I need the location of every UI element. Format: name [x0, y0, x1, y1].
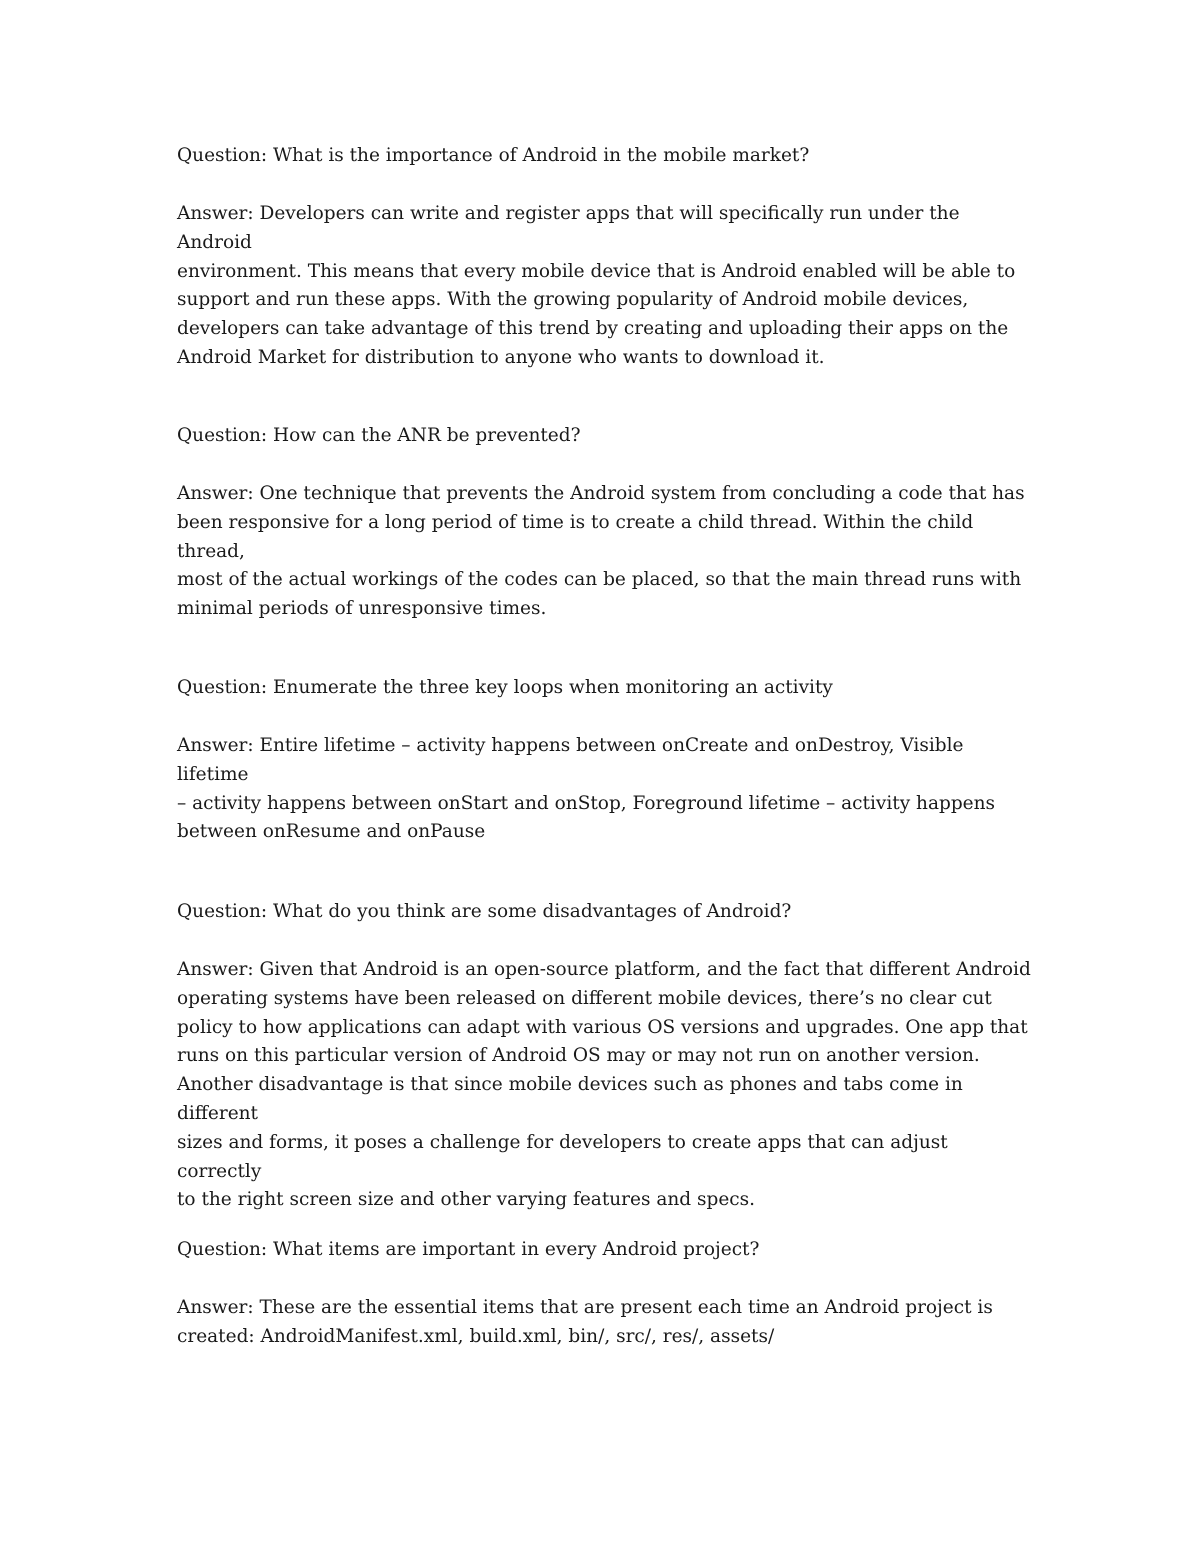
- question-3: Question: Enumerate the three key loops when monitoring an activity: [177, 677, 833, 698]
- question-5: Question: What items are important in every Android project?: [177, 1239, 760, 1260]
- question-1: Question: What is the importance of Android in the mobile market?: [177, 145, 810, 166]
- answer-2: Answer: One technique that prevents the Android system from concluding a code that has been responsive for a long period of time is to create a child thread. Within the child thread, most of the actual workings of the codes can be placed, so that the main thread runs with minimal periods of unresponsive times.: [177, 483, 1025, 620]
- answer-4: Answer: Given that Android is an open-source platform, and the fact that different Android operating systems have been released on different mobile devices, there’s no clear cut policy to how applications can adapt with various OS versions and upgrades. One app that runs on this particular version of Android OS may or may not run on another version. Another disadvantage is that since mobile devices such as phones and tabs come in different sizes and forms, it poses a challenge for developers to create apps that can adjust correctly to the right screen size and other varying features and specs.: [177, 959, 1031, 1211]
- question-4: Question: What do you think are some disadvantages of Android?: [177, 901, 792, 922]
- answer-3: Answer: Entire lifetime – activity happens between onCreate and onDestroy, Visible lifetime – activity happens between onStart and onStop, Foreground lifetime – activity happens between onResume and onPause: [177, 735, 996, 843]
- answer-1: Answer: Developers can write and register apps that will specifically run under the Android environment. This means that every mobile device that is Android enabled will be able to support and run these apps. With the growing popularity of Android mobile devices, developers can take advantage of this trend by creating and uploading their apps on the Android Market for distribution to anyone who wants to download it.: [177, 203, 1016, 368]
- answer-5: Answer: These are the essential items that are present each time an Android project is created: AndroidManifest.xml, build.xml, bin/, src/, res/, assets/: [177, 1297, 993, 1347]
- question-2: Question: How can the ANR be prevented?: [177, 425, 581, 446]
